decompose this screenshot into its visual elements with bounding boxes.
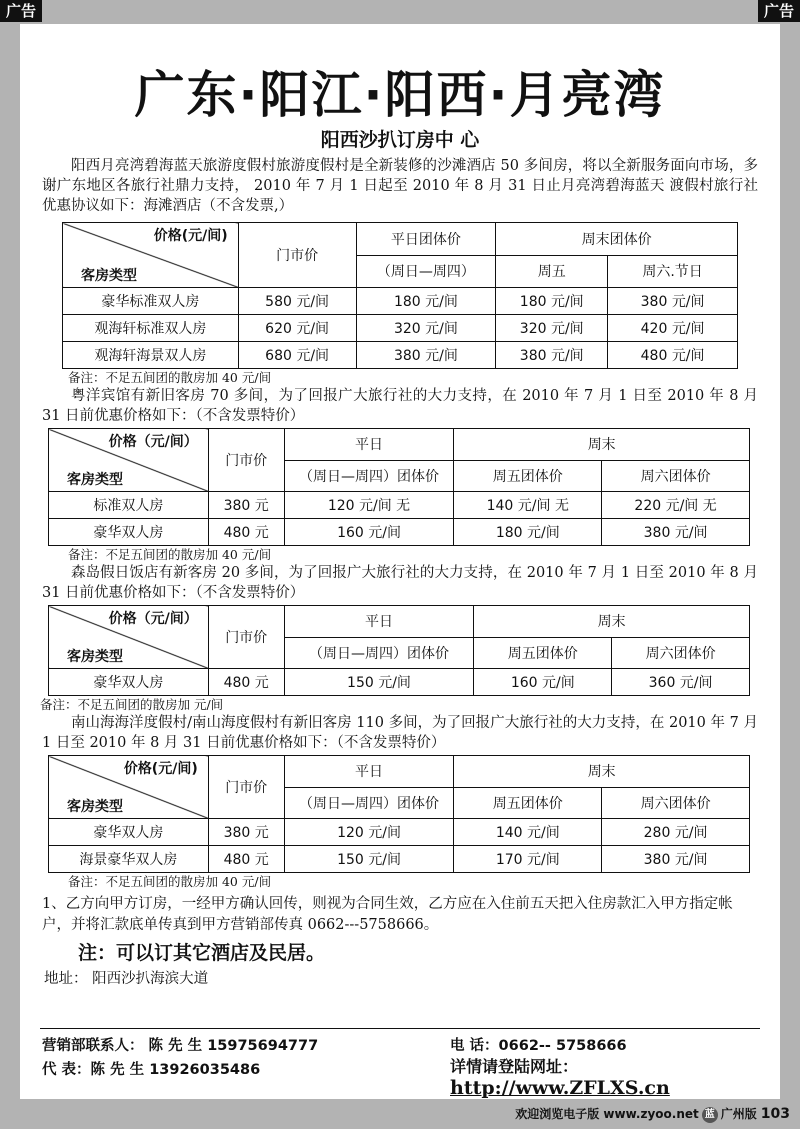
friday-header: 周五: [496, 255, 608, 288]
table-corner-cell: [63, 223, 239, 288]
friday-price: 380 元/间: [496, 342, 608, 369]
table-row: [63, 342, 738, 369]
weekday-price: 120 元/间: [284, 819, 454, 846]
section2-price-table: [48, 428, 750, 546]
contact-line-1: [42, 1034, 772, 1055]
weekend-header: 周末: [454, 756, 750, 788]
table-row: [49, 492, 750, 519]
weekend-header: 周末: [474, 606, 750, 638]
weekday-price: 150 元/间: [284, 669, 474, 696]
room-type: 观海轩标准双人房: [63, 315, 239, 342]
friday-price: 180 元/间: [496, 288, 608, 315]
website-line: [450, 1054, 772, 1099]
saturday-price: 420 元/间: [608, 315, 738, 342]
saturday-header: 周六团体价: [602, 787, 750, 819]
bottom-bar: [0, 1099, 800, 1129]
weekday-subheader: （周日—周四）团体价: [284, 787, 454, 819]
section2-intro: 粤洋宾馆有新旧客房 70 多间，为了回报广大旅行社的大力支持，在 2010 年 7 月 1 日至 2010 年 8 月 31 日前优惠价格如下：（不含发票特价）: [42, 388, 758, 424]
door-price-header: 门市价: [208, 429, 284, 492]
door-price: 380 元: [208, 492, 284, 519]
weekday-header: 平日: [284, 756, 454, 788]
weekday-header: 平日: [284, 429, 454, 461]
section3-intro: 森岛假日饭店有新客房 20 多间，为了回报广大旅行社的大力支持，在 2010 年 7 月 1 日至 2010 年 8 月 31 日前优惠价格如下：（不含发票特价）: [42, 565, 758, 601]
divider: [40, 1028, 760, 1029]
saturday-price: 220 元/间 无: [602, 492, 750, 519]
door-price: 380 元: [208, 819, 284, 846]
door-price-header: 门市价: [208, 756, 284, 819]
door-price-header: 门市价: [208, 606, 284, 669]
friday-header: 周五团体价: [454, 460, 602, 492]
door-price: 680 元/间: [238, 342, 356, 369]
phone-contact: 电 话：0662-- 5758666: [450, 1038, 627, 1054]
saturday-header: 周六团体价: [612, 637, 750, 669]
page-number: 103: [760, 1106, 790, 1122]
friday-header: 周五团体价: [474, 637, 612, 669]
contact-line-2: [42, 1057, 772, 1099]
saturday-price: 360 元/间: [612, 669, 750, 696]
weekday-subheader: （周日—周四）团体价: [284, 637, 474, 669]
weekend-header: 周末: [454, 429, 750, 461]
weekday-price: 120 元/间 无: [284, 492, 454, 519]
weekday-price: 380 元/间: [356, 342, 496, 369]
ad-tag-right: 广告: [758, 0, 800, 22]
saturday-header: 周六.节日: [608, 255, 738, 288]
door-price-header: 门市价: [238, 223, 356, 288]
friday-price: 140 元/间 无: [454, 492, 602, 519]
weekday-header: 平日: [284, 606, 474, 638]
price-label: 价格（元/间）: [108, 611, 198, 627]
price-label: 价格（元/间）: [108, 434, 198, 450]
friday-header: 周五团体价: [454, 787, 602, 819]
booking-terms: 1、乙方向甲方订房，一经甲方确认回传，则视为合同生效，乙方应在入住前五天把入住房款汇入甲方指定帐户，并将汇款底单传真到甲方营销部传真 0662---5758666。: [42, 896, 733, 933]
top-bar: [0, 0, 800, 24]
room-type: 豪华双人房: [49, 519, 209, 546]
room-type: 豪华双人房: [49, 669, 209, 696]
price-label: 价格(元/间): [153, 228, 228, 244]
saturday-price: 480 元/间: [608, 342, 738, 369]
ad-tag-left: 广告: [0, 0, 42, 22]
room-type: 观海轩海景双人房: [63, 342, 239, 369]
room-type: 海景豪华双人房: [49, 846, 209, 873]
door-price: 580 元/间: [238, 288, 356, 315]
saturday-price: 380 元/间: [602, 519, 750, 546]
page-subtitle: 阳西沙扒订房中 心: [320, 129, 480, 151]
friday-price: 180 元/间: [454, 519, 602, 546]
room-type-label: 客房类型: [67, 649, 123, 665]
section4-intro: 南山海海洋度假村/南山海度假村有新旧客房 110 多间，为了回报广大旅行社的大力支持，在 2010 年 7 月 1 日至 2010 年 8 月 31 日前优惠价格如下：（不含发票特价）: [42, 715, 758, 751]
table-row: [49, 819, 750, 846]
section4-price-table: [48, 755, 750, 873]
page-title: 广东·阳江·阳西·月亮湾: [134, 66, 666, 124]
edition-badge-icon: 蓝: [702, 1107, 718, 1123]
section2-note: 备注：不足五间团的散房加 40 元/间: [68, 547, 272, 562]
table-row: [49, 519, 750, 546]
table-row: [63, 315, 738, 342]
rep-contact: 代 表：陈 先 生 13926035486: [42, 1062, 261, 1078]
ad-page: [20, 24, 780, 1099]
saturday-price: 280 元/间: [602, 819, 750, 846]
footer-text: 欢迎浏览电子版 www.zyoo.net: [515, 1107, 699, 1121]
door-price: 480 元: [208, 519, 284, 546]
weekday-subheader: （周日—周四）: [356, 255, 496, 288]
room-type-label: 客房类型: [81, 268, 137, 284]
room-type: 标准双人房: [49, 492, 209, 519]
weekday-header: 平日团体价: [356, 223, 496, 256]
weekday-price: 180 元/间: [356, 288, 496, 315]
weekday-price: 160 元/间: [284, 519, 454, 546]
edition-label: 广州版: [720, 1107, 757, 1121]
booking-remark: 注：可以订其它酒店及民居。: [78, 942, 326, 964]
section4-note: 备注：不足五间团的散房加 40 元/间: [68, 874, 272, 889]
section1-intro: 阳西月亮湾碧海蓝天旅游度假村旅游度假村是全新装修的沙滩酒店 50 多间房，将以全新服务面向市场，多谢广东地区各旅行社鼎力支持， 2010 年 7 月 1 日起至 2010 年 8 月 31 日止月亮湾碧海蓝天 渡假村旅行社优惠协议如下：海滩酒店（不含发票,）: [42, 158, 758, 214]
table-row: [49, 669, 750, 696]
weekday-price: 150 元/间: [284, 846, 454, 873]
section1-note: 备注：不足五间团的散房加 40 元/间: [68, 370, 272, 385]
weekend-header: 周末团体价: [496, 223, 738, 256]
friday-price: 160 元/间: [474, 669, 612, 696]
weekday-price: 320 元/间: [356, 315, 496, 342]
friday-price: 170 元/间: [454, 846, 602, 873]
address: 地址： 阳西沙扒海滨大道: [44, 971, 209, 987]
room-type-label: 客房类型: [67, 799, 123, 815]
section1-price-table: [62, 222, 738, 369]
page-footer: [515, 1105, 790, 1123]
price-label: 价格(元/间): [123, 761, 198, 777]
table-corner-cell: [49, 429, 209, 492]
room-type: 豪华双人房: [49, 819, 209, 846]
section3-price-table: [48, 605, 750, 696]
table-row: [63, 288, 738, 315]
table-corner-cell: [49, 756, 209, 819]
friday-price: 140 元/间: [454, 819, 602, 846]
saturday-price: 380 元/间: [602, 846, 750, 873]
room-type: 豪华标准双人房: [63, 288, 239, 315]
door-price: 620 元/间: [238, 315, 356, 342]
room-type-label: 客房类型: [67, 472, 123, 488]
door-price: 480 元: [208, 669, 284, 696]
sales-contact: 营销部联系人： 陈 先 生 15975694777: [42, 1038, 319, 1054]
saturday-price: 380 元/间: [608, 288, 738, 315]
table-corner-cell: [49, 606, 209, 669]
website-link[interactable]: http://www.ZFLXS.cn: [450, 1077, 670, 1099]
table-row: [49, 846, 750, 873]
door-price: 480 元: [208, 846, 284, 873]
section3-note: 备注：不足五间团的散房加 元/间: [40, 697, 224, 712]
weekday-subheader: （周日—周四）团体价: [284, 460, 454, 492]
saturday-header: 周六团体价: [602, 460, 750, 492]
website-label: 详情请登陆网址：: [450, 1057, 579, 1076]
friday-price: 320 元/间: [496, 315, 608, 342]
